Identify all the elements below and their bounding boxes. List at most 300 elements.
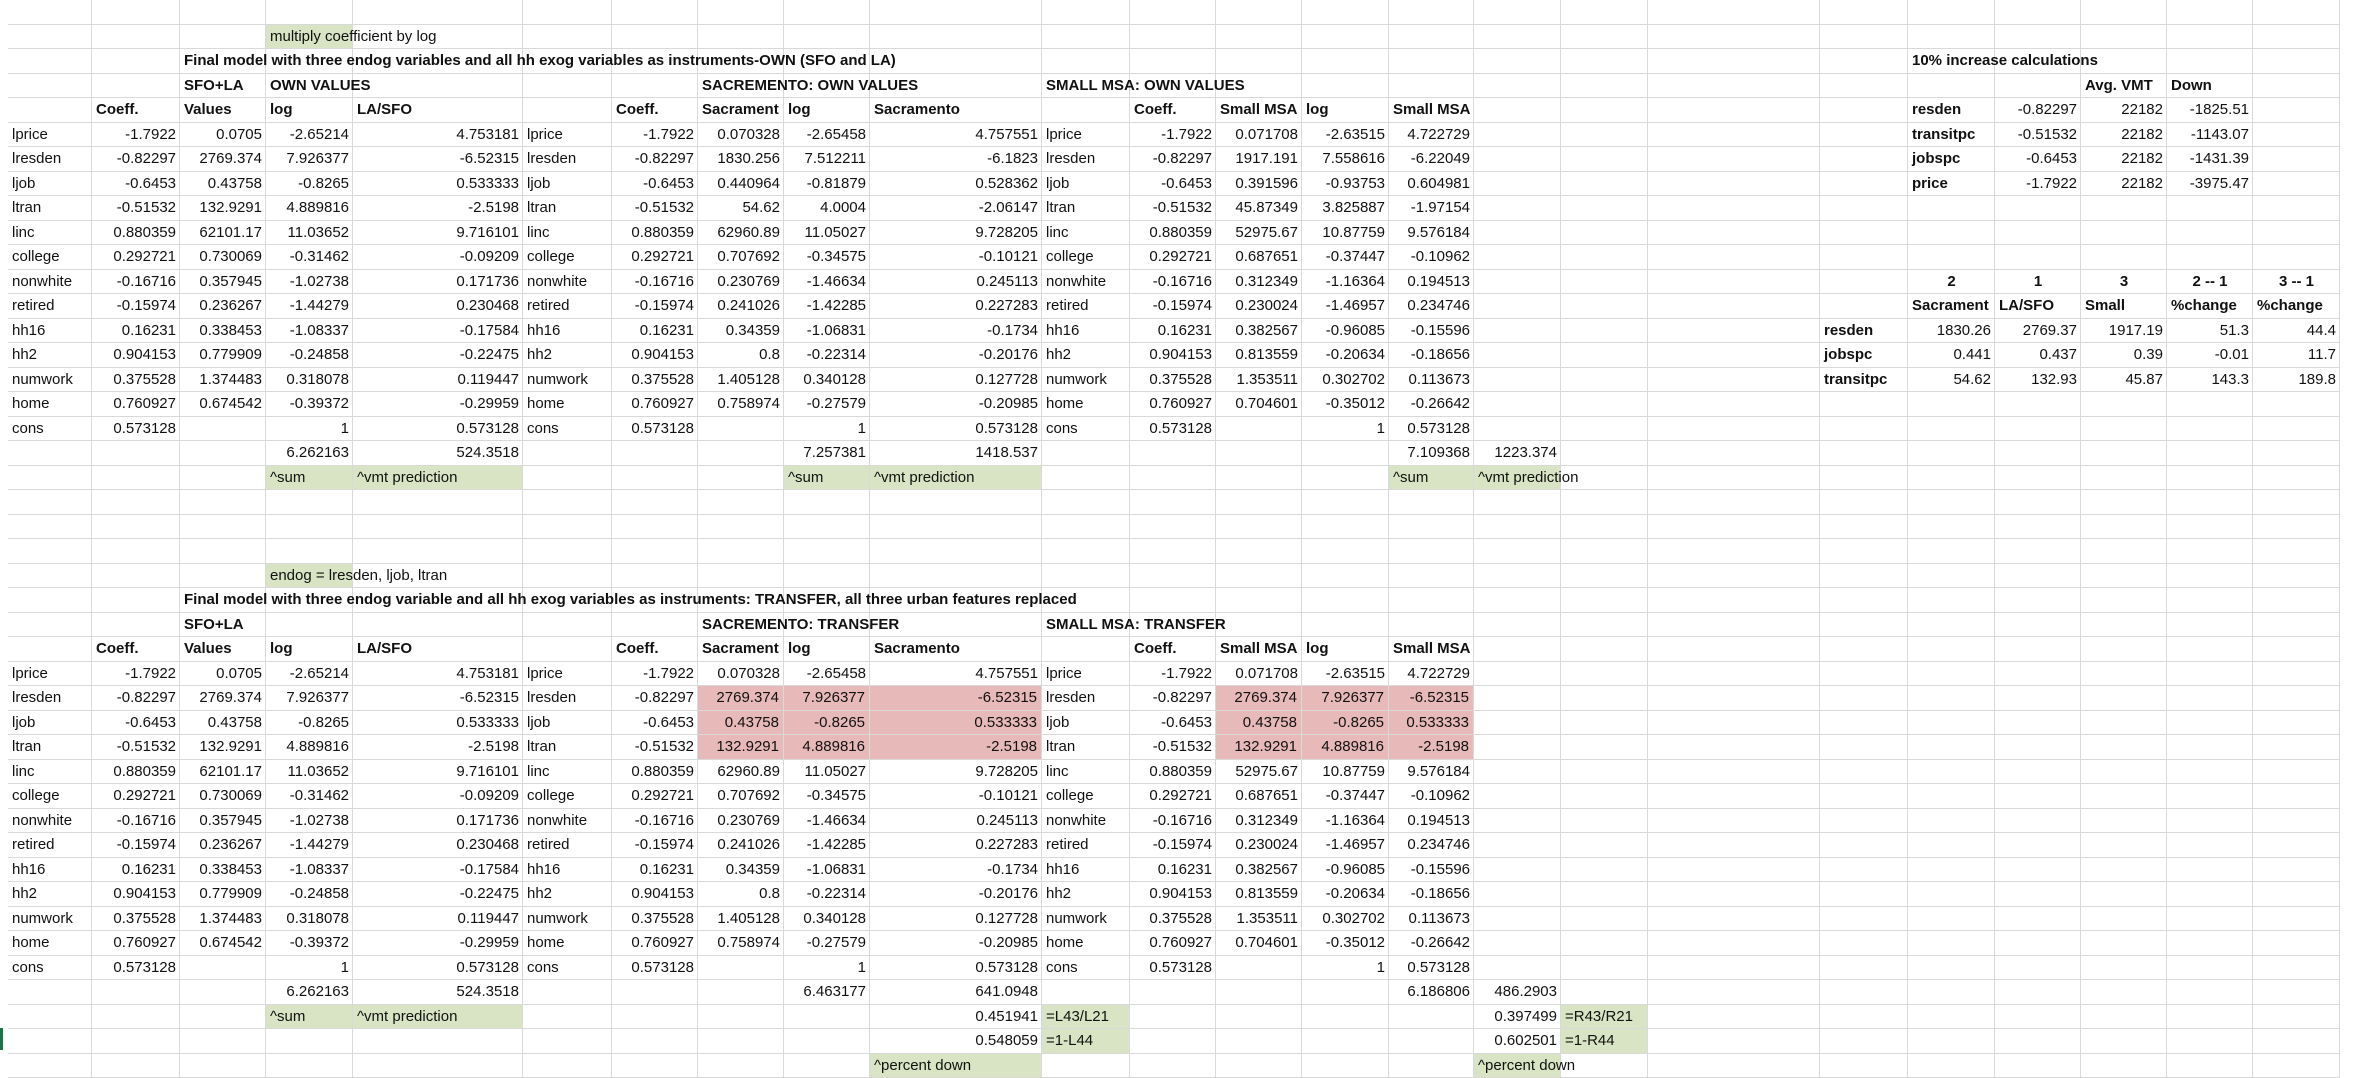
cell[interactable] [8,466,92,491]
value-cell[interactable]: 11.03652 [266,221,353,246]
cell[interactable] [2167,539,2253,564]
value-cell[interactable]: 22182 [2081,123,2167,148]
value-cell[interactable]: ltran [523,735,612,760]
value-cell[interactable]: -1.7922 [612,662,698,687]
value-cell[interactable]: 10.87759 [1302,760,1389,785]
value-cell[interactable]: 0.904153 [612,343,698,368]
value-cell[interactable]: SFO+LA [180,613,266,638]
cell[interactable] [1042,98,1130,123]
cell[interactable] [8,588,92,613]
value-cell[interactable]: college [8,784,92,809]
cell[interactable] [1474,564,1561,589]
value-cell[interactable]: -0.82297 [1130,147,1216,172]
cell[interactable] [870,490,1042,515]
value-cell[interactable]: 1418.537 [870,441,1042,466]
cell[interactable] [523,515,612,540]
cell[interactable] [1908,735,1995,760]
cell[interactable] [2253,907,2340,932]
value-cell[interactable]: ltran [523,196,612,221]
value-cell[interactable]: lprice [8,662,92,687]
value-cell[interactable]: 0.375528 [1130,368,1216,393]
cell[interactable] [2167,784,2253,809]
value-cell[interactable]: cons [8,956,92,981]
cell[interactable] [523,441,612,466]
value-cell[interactable]: 1.353511 [1216,368,1302,393]
value-cell[interactable]: nonwhite [8,809,92,834]
cell[interactable] [1908,515,1995,540]
value-cell[interactable]: -0.51532 [92,196,180,221]
value-cell[interactable]: 0.0705 [180,123,266,148]
value-cell[interactable]: 0.375528 [92,368,180,393]
cell[interactable] [180,1054,266,1078]
cell[interactable] [523,98,612,123]
cell[interactable] [1474,588,1561,613]
cell[interactable] [1995,858,2081,883]
value-cell[interactable]: 0.357945 [180,270,266,295]
value-cell[interactable]: 0.760927 [612,931,698,956]
cell[interactable] [870,539,1042,564]
cell[interactable] [1820,858,1908,883]
cell[interactable] [2167,392,2253,417]
value-cell[interactable]: LA/SFO [353,637,523,662]
cell[interactable] [1820,466,1908,491]
cell[interactable] [1474,172,1561,197]
cell[interactable] [2253,466,2340,491]
cell[interactable] [1389,1054,1474,1078]
value-cell[interactable]: -0.24858 [266,343,353,368]
cell[interactable] [92,588,180,613]
cell[interactable] [1042,466,1130,491]
cell[interactable] [1820,490,1908,515]
cell[interactable] [1474,882,1561,907]
value-cell[interactable]: 0.16231 [1130,319,1216,344]
cell[interactable] [1908,662,1995,687]
cell[interactable] [1561,858,1648,883]
value-cell[interactable]: hh2 [1042,343,1130,368]
cell[interactable] [1474,0,1561,25]
cell[interactable] [180,1005,266,1030]
cell[interactable] [353,490,523,515]
value-cell[interactable]: 0.292721 [612,784,698,809]
cell[interactable] [1995,25,2081,50]
highlighted-cell[interactable]: -6.52315 [870,686,1042,711]
value-cell[interactable]: 0.230024 [1216,833,1302,858]
value-cell[interactable]: log [1302,98,1389,123]
value-cell[interactable]: 0.707692 [698,784,784,809]
value-cell[interactable]: -0.27579 [784,931,870,956]
cell[interactable] [1995,980,2081,1005]
cell[interactable] [180,466,266,491]
cell[interactable] [1820,613,1908,638]
cell[interactable] [1648,0,1820,25]
cell[interactable] [1216,1005,1302,1030]
value-cell[interactable]: 0.241026 [698,294,784,319]
cell[interactable] [266,613,353,638]
value-cell[interactable]: -0.29959 [353,931,523,956]
value-cell[interactable]: 11.03652 [266,760,353,785]
cell[interactable] [1130,980,1216,1005]
cell[interactable] [2167,25,2253,50]
value-cell[interactable]: -0.8265 [266,172,353,197]
value-cell[interactable]: 0.236267 [180,833,266,858]
cell[interactable] [1820,441,1908,466]
cell[interactable] [2081,931,2167,956]
value-cell[interactable]: 0.533333 [353,172,523,197]
value-cell[interactable]: 524.3518 [353,980,523,1005]
cell[interactable] [1995,588,2081,613]
note-cell[interactable]: ^percent down [1474,1054,1561,1078]
value-cell[interactable]: 0.39 [2081,343,2167,368]
value-cell[interactable]: 0.573128 [1130,956,1216,981]
cell[interactable] [1820,515,1908,540]
cell[interactable] [180,25,266,50]
cell[interactable] [180,1029,266,1054]
value-cell[interactable]: resden [1908,98,1995,123]
value-cell[interactable]: 0.312349 [1216,270,1302,295]
value-cell[interactable]: -0.6453 [1130,711,1216,736]
value-cell[interactable]: -0.39372 [266,931,353,956]
value-cell[interactable]: -2.65458 [784,662,870,687]
cell[interactable] [1130,1029,1216,1054]
value-cell[interactable]: 1.374483 [180,368,266,393]
value-cell[interactable]: -6.1823 [870,147,1042,172]
cell[interactable] [1474,515,1561,540]
value-cell[interactable]: -1.08337 [266,319,353,344]
cell[interactable] [1648,123,1820,148]
value-cell[interactable]: hh16 [8,858,92,883]
value-cell[interactable]: lprice [523,662,612,687]
cell[interactable] [2167,858,2253,883]
highlighted-cell[interactable]: 0.533333 [870,711,1042,736]
value-cell[interactable]: 0.548059 [870,1029,1042,1054]
cell[interactable] [1389,1029,1474,1054]
cell[interactable] [1302,564,1389,589]
cell[interactable] [353,0,523,25]
value-cell[interactable]: 2 [1908,270,1995,295]
cell[interactable] [523,466,612,491]
cell[interactable] [266,0,353,25]
cell[interactable] [180,417,266,442]
cell[interactable] [1648,784,1820,809]
cell[interactable] [1908,0,1995,25]
value-cell[interactable]: 1 [1995,270,2081,295]
cell[interactable] [1216,0,1302,25]
value-cell[interactable]: -1.97154 [1389,196,1474,221]
value-cell[interactable]: 0.230024 [1216,294,1302,319]
cell[interactable] [8,25,92,50]
cell[interactable] [1474,74,1561,99]
value-cell[interactable]: -0.15974 [1130,833,1216,858]
value-cell[interactable]: 0.8 [698,882,784,907]
cell[interactable] [1561,956,1648,981]
value-cell[interactable]: -1.06831 [784,319,870,344]
value-cell[interactable]: 1917.19 [2081,319,2167,344]
cell[interactable] [1561,760,1648,785]
value-cell[interactable]: -1.7922 [612,123,698,148]
value-cell[interactable]: 0.245113 [870,270,1042,295]
value-cell[interactable]: ljob [1042,711,1130,736]
value-cell[interactable]: 0.760927 [92,931,180,956]
cell[interactable] [1561,539,1648,564]
value-cell[interactable]: Final model with three endog variable and all hh exog variables as instruments: TRANSFER, all three urban features replaced [180,588,266,613]
cell[interactable] [1908,392,1995,417]
value-cell[interactable]: 10.87759 [1302,221,1389,246]
value-cell[interactable]: 0.904153 [1130,343,1216,368]
cell[interactable] [8,490,92,515]
cell[interactable] [2167,760,2253,785]
value-cell[interactable]: -0.6453 [612,172,698,197]
value-cell[interactable]: -1.44279 [266,833,353,858]
cell[interactable] [1302,980,1389,1005]
value-cell[interactable]: -0.10962 [1389,245,1474,270]
value-cell[interactable]: numwork [523,368,612,393]
cell[interactable] [2253,1054,2340,1078]
cell[interactable] [1995,1005,2081,1030]
value-cell[interactable]: linc [8,221,92,246]
cell[interactable] [1820,417,1908,442]
value-cell[interactable]: retired [8,833,92,858]
cell[interactable] [1995,956,2081,981]
cell[interactable] [2081,490,2167,515]
value-cell[interactable]: 0.171736 [353,809,523,834]
value-cell[interactable]: -0.37447 [1302,784,1389,809]
value-cell[interactable]: 6.186806 [1389,980,1474,1005]
value-cell[interactable]: %change [2253,294,2340,319]
cell[interactable] [2081,441,2167,466]
cell[interactable] [2253,882,2340,907]
value-cell[interactable]: 0.779909 [180,882,266,907]
cell[interactable] [1648,441,1820,466]
value-cell[interactable]: -2.5198 [353,196,523,221]
cell[interactable] [1216,539,1302,564]
value-cell[interactable]: lresden [8,686,92,711]
cell[interactable] [2081,245,2167,270]
cell[interactable] [2081,196,2167,221]
value-cell[interactable]: -0.20176 [870,882,1042,907]
cell[interactable] [1908,858,1995,883]
value-cell[interactable]: -0.1734 [870,319,1042,344]
value-cell[interactable]: ljob [8,172,92,197]
cell[interactable] [2253,833,2340,858]
value-cell[interactable]: 0.382567 [1216,319,1302,344]
value-cell[interactable]: -0.18656 [1389,882,1474,907]
cell[interactable] [1995,809,2081,834]
cell[interactable] [1042,25,1130,50]
cell[interactable] [1474,270,1561,295]
cell[interactable] [1648,735,1820,760]
cell[interactable] [1820,221,1908,246]
value-cell[interactable]: 2769.374 [180,147,266,172]
cell[interactable] [1561,0,1648,25]
cell[interactable] [92,441,180,466]
note-cell[interactable]: ^vmt prediction [353,466,523,491]
cell[interactable] [2081,613,2167,638]
cell[interactable] [612,613,698,638]
cell[interactable] [2253,196,2340,221]
cell[interactable] [1389,613,1474,638]
cell[interactable] [1474,490,1561,515]
cell[interactable] [2167,490,2253,515]
value-cell[interactable]: 4.753181 [353,123,523,148]
cell[interactable] [1648,417,1820,442]
cell[interactable] [2081,735,2167,760]
value-cell[interactable]: hh16 [523,858,612,883]
cell[interactable] [2081,1005,2167,1030]
cell[interactable] [1648,760,1820,785]
cell[interactable] [1302,466,1389,491]
value-cell[interactable]: hh2 [523,882,612,907]
cell[interactable] [612,466,698,491]
cell[interactable] [1561,319,1648,344]
cell[interactable] [1561,735,1648,760]
cell[interactable] [698,980,784,1005]
note-cell[interactable]: ^sum [1389,466,1474,491]
value-cell[interactable]: Coeff. [92,637,180,662]
cell[interactable] [2167,809,2253,834]
value-cell[interactable]: 0.070328 [698,123,784,148]
cell[interactable] [2167,588,2253,613]
cell[interactable] [1648,931,1820,956]
value-cell[interactable]: retired [8,294,92,319]
cell[interactable] [1908,441,1995,466]
cell[interactable] [2167,956,2253,981]
value-cell[interactable]: 0.528362 [870,172,1042,197]
cell[interactable] [2167,196,2253,221]
cell[interactable] [523,613,612,638]
value-cell[interactable]: 0.302702 [1302,368,1389,393]
cell[interactable] [523,637,612,662]
value-cell[interactable]: -0.26642 [1389,392,1474,417]
value-cell[interactable]: 0.573128 [353,417,523,442]
cell[interactable] [784,515,870,540]
cell[interactable] [1474,637,1561,662]
value-cell[interactable]: -0.15974 [92,833,180,858]
value-cell[interactable]: 0.441 [1908,343,1995,368]
cell[interactable] [1389,515,1474,540]
cell[interactable] [1389,25,1474,50]
value-cell[interactable]: 9.716101 [353,760,523,785]
cell[interactable] [1474,417,1561,442]
value-cell[interactable]: -0.20985 [870,931,1042,956]
cell[interactable] [698,956,784,981]
cell[interactable] [1561,613,1648,638]
value-cell[interactable]: -6.22049 [1389,147,1474,172]
cell[interactable] [1908,686,1995,711]
value-cell[interactable]: -2.5198 [353,735,523,760]
cell[interactable] [2167,417,2253,442]
value-cell[interactable]: 4.0004 [784,196,870,221]
value-cell[interactable]: 0.760927 [1130,392,1216,417]
cell[interactable] [1908,711,1995,736]
cell[interactable] [1908,1005,1995,1030]
cell[interactable] [1130,564,1216,589]
value-cell[interactable]: 1917.191 [1216,147,1302,172]
cell[interactable] [1474,833,1561,858]
value-cell[interactable]: college [1042,784,1130,809]
value-cell[interactable]: 3 -- 1 [2253,270,2340,295]
cell[interactable] [1820,294,1908,319]
value-cell[interactable]: 10% increase calculations [1908,49,1995,74]
value-cell[interactable]: 0.43758 [180,172,266,197]
value-cell[interactable]: hh2 [523,343,612,368]
value-cell[interactable]: -0.09209 [353,245,523,270]
value-cell[interactable]: 0.573128 [612,417,698,442]
value-cell[interactable]: 1.405128 [698,368,784,393]
cell[interactable] [2253,392,2340,417]
value-cell[interactable]: home [8,931,92,956]
value-cell[interactable]: 1.374483 [180,907,266,932]
value-cell[interactable]: 0.573128 [1389,417,1474,442]
cell[interactable] [1389,0,1474,25]
cell[interactable] [180,0,266,25]
cell[interactable] [2081,809,2167,834]
cell[interactable] [1474,662,1561,687]
cell[interactable] [1908,833,1995,858]
cell[interactable] [2167,833,2253,858]
cell[interactable] [784,25,870,50]
value-cell[interactable]: 1223.374 [1474,441,1561,466]
value-cell[interactable]: -0.22475 [353,882,523,907]
value-cell[interactable]: -0.20985 [870,392,1042,417]
cell[interactable] [1474,147,1561,172]
value-cell[interactable]: 1 [784,417,870,442]
cell[interactable] [1648,833,1820,858]
cell[interactable] [1820,637,1908,662]
value-cell[interactable]: -0.51532 [1130,196,1216,221]
cell[interactable] [784,1029,870,1054]
cell[interactable] [1908,588,1995,613]
cell[interactable] [2081,833,2167,858]
cell[interactable] [92,613,180,638]
cell[interactable] [2081,588,2167,613]
cell[interactable] [1561,686,1648,711]
cell[interactable] [2253,588,2340,613]
cell[interactable] [1130,490,1216,515]
cell[interactable] [92,466,180,491]
cell[interactable] [1648,343,1820,368]
value-cell[interactable]: 3 [2081,270,2167,295]
cell[interactable] [1216,466,1302,491]
cell[interactable] [2167,1029,2253,1054]
cell[interactable] [1648,392,1820,417]
cell[interactable] [266,490,353,515]
cell[interactable] [1561,123,1648,148]
cell[interactable] [1561,490,1648,515]
cell[interactable] [1216,564,1302,589]
value-cell[interactable]: numwork [1042,907,1130,932]
value-cell[interactable]: 0.292721 [1130,245,1216,270]
cell[interactable] [1474,735,1561,760]
cell[interactable] [8,441,92,466]
cell[interactable] [266,1029,353,1054]
value-cell[interactable]: 0.375528 [612,907,698,932]
cell[interactable] [612,25,698,50]
cell[interactable] [1302,49,1389,74]
value-cell[interactable]: resden [1820,319,1908,344]
value-cell[interactable]: home [523,931,612,956]
note-cell[interactable]: ^sum [266,466,353,491]
cell[interactable] [1995,1054,2081,1078]
cell[interactable] [1908,956,1995,981]
cell[interactable] [1995,74,2081,99]
value-cell[interactable]: linc [523,221,612,246]
cell[interactable] [523,0,612,25]
highlighted-cell[interactable]: -2.5198 [870,735,1042,760]
cell[interactable] [1648,74,1820,99]
value-cell[interactable]: -1143.07 [2167,123,2253,148]
value-cell[interactable]: 0.43758 [180,711,266,736]
cell[interactable] [698,539,784,564]
